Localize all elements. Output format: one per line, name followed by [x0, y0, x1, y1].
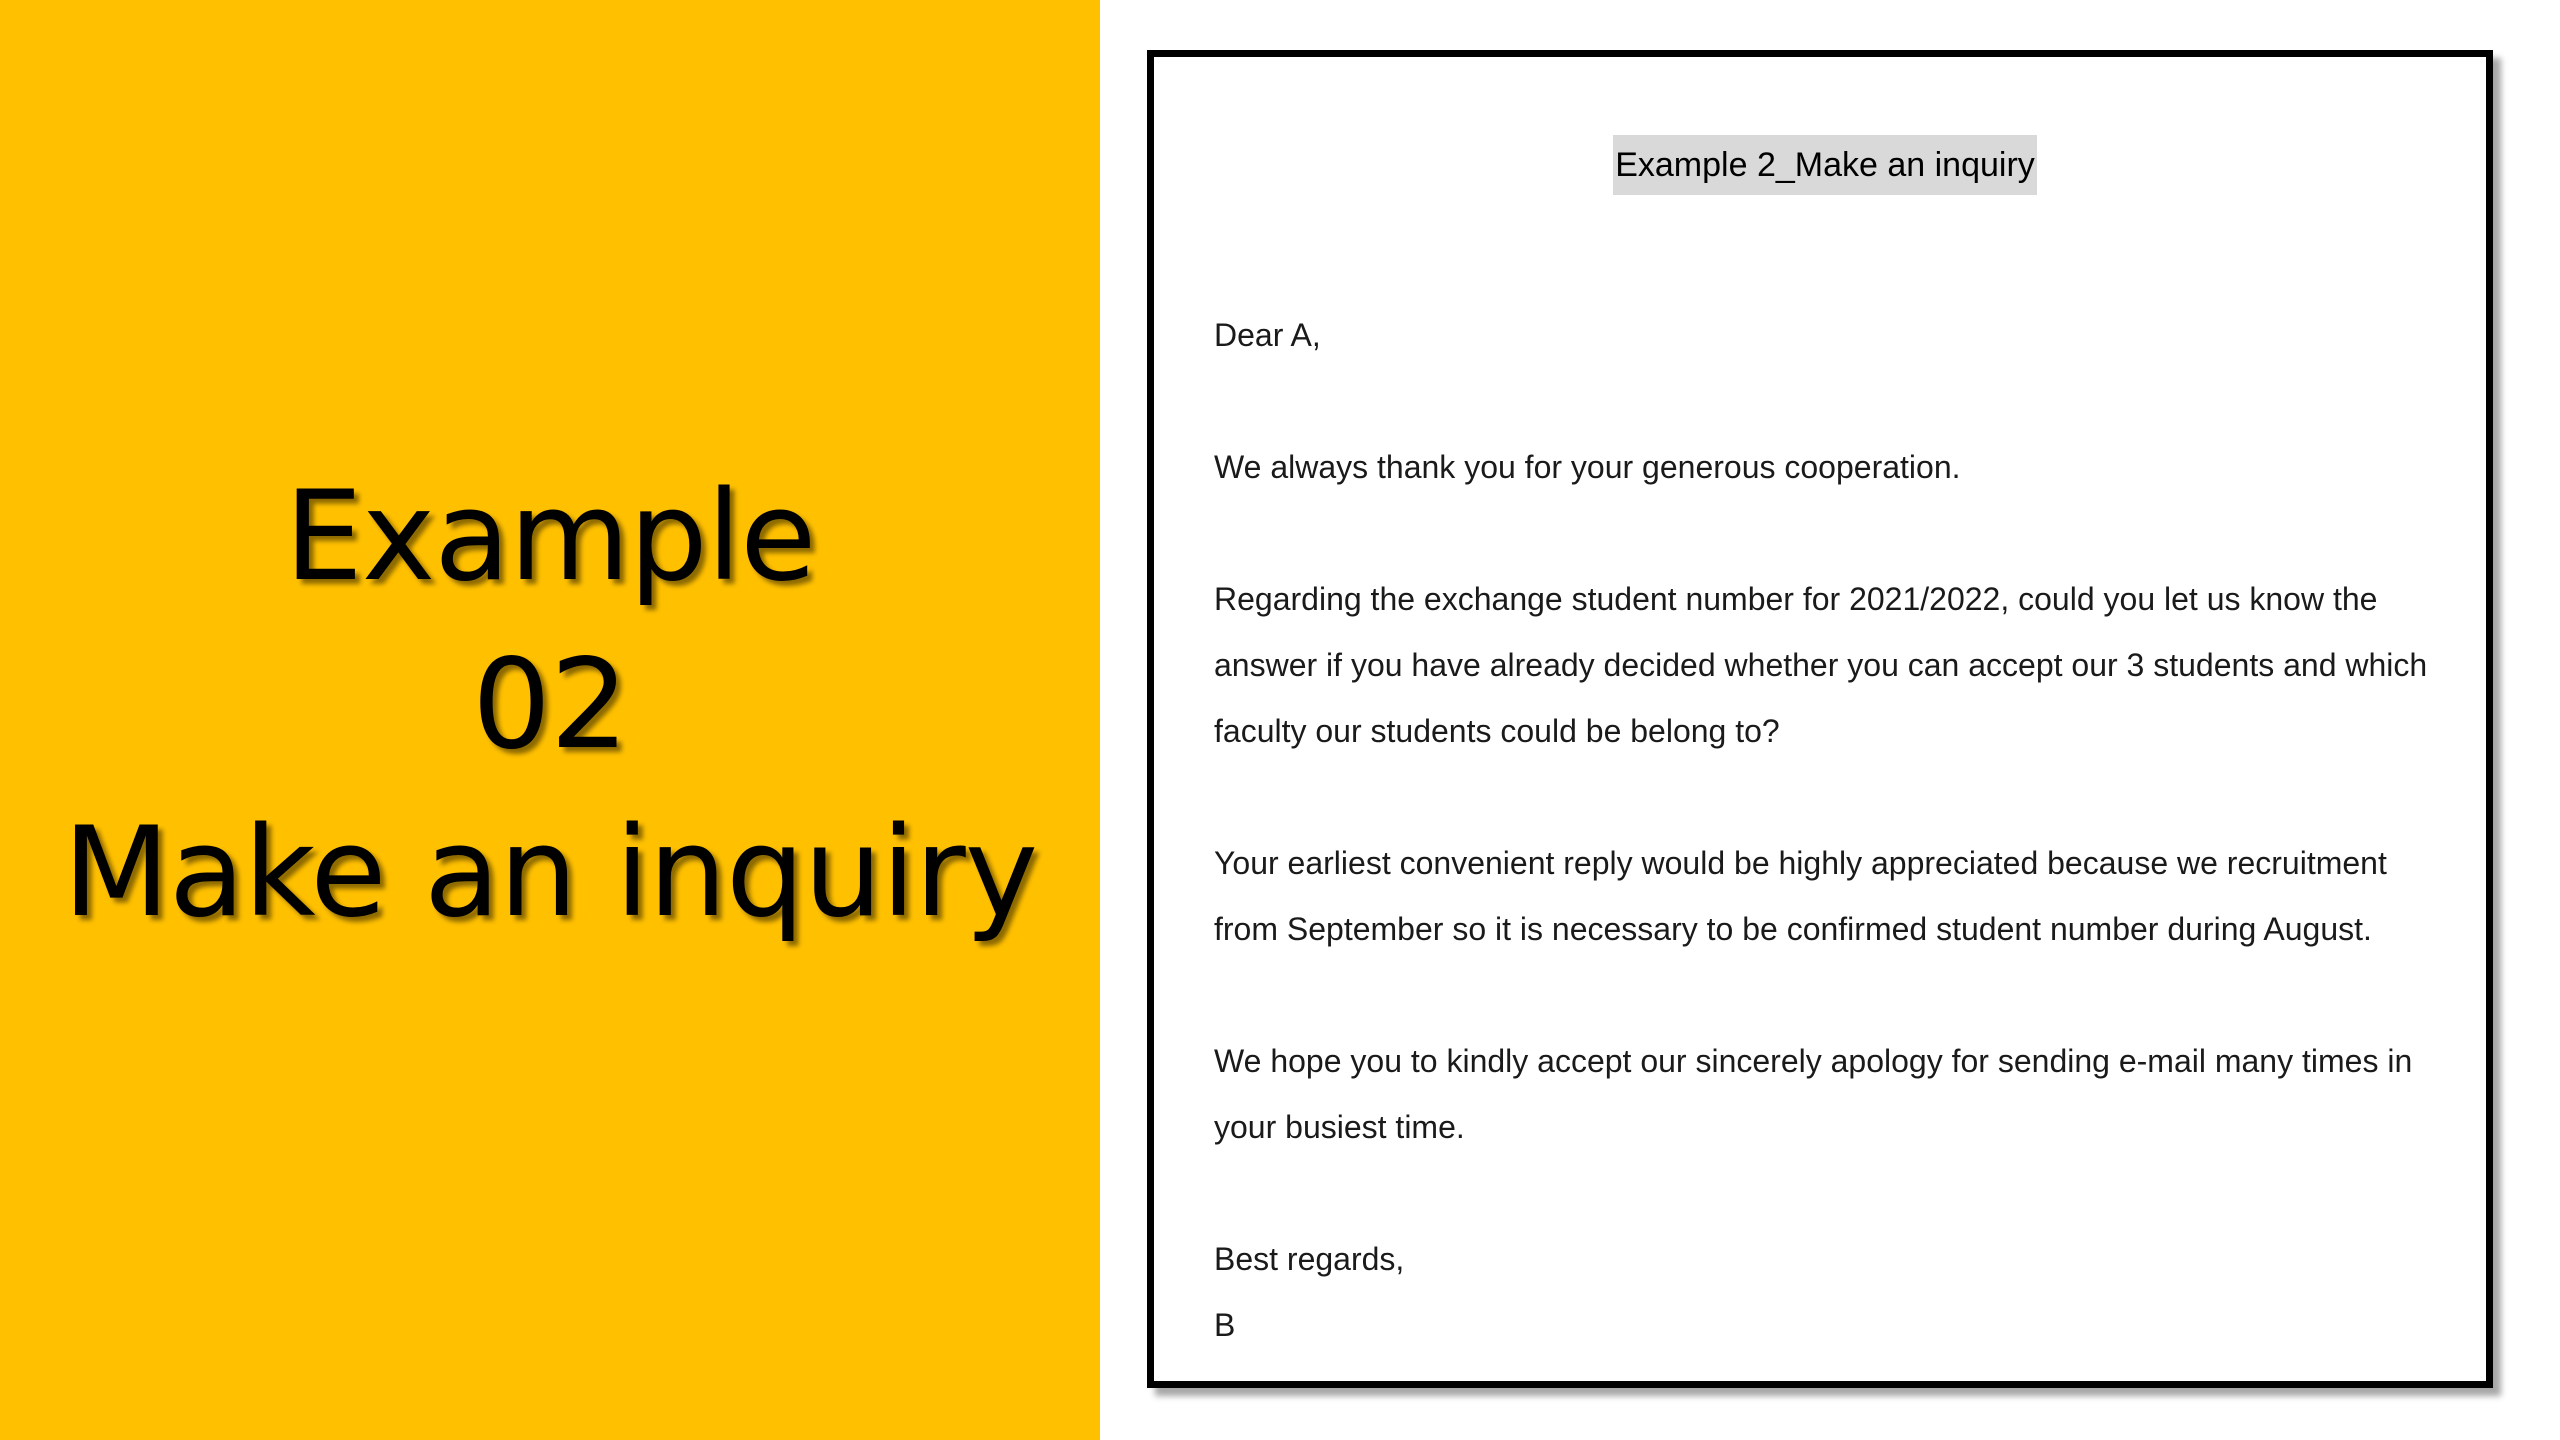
title-panel: [0, 0, 1100, 1440]
letter-paragraph: Your earliest convenient reply would be highly appreciated because we recruitment from September so it is necessary to be confirmed student number during August.: [1214, 845, 2387, 947]
letter-paragraph: We hope you to kindly accept our sincerely apology for sending e-mail many times in your busiest time.: [1214, 1043, 2413, 1145]
slide-title: [63, 453, 1037, 957]
letter-signature: B: [1214, 1307, 1236, 1343]
document-content: [1214, 57, 2436, 1381]
letter-paragraph: We always thank you for your generous cooperation.: [1214, 449, 1961, 485]
letter-greeting: Dear A,: [1214, 317, 1321, 353]
letter-paragraph: Regarding the exchange student number for 2021/2022, could you let us know the answer if you have already decided whether you can accept our 3 students and which faculty our students could be belong to?: [1214, 581, 2428, 749]
letter-sign-off: Best regards,: [1214, 1241, 1405, 1277]
title-line-example: Example: [284, 465, 816, 609]
document-frame: [1147, 50, 2493, 1388]
letter-body: [1214, 302, 2436, 1358]
title-line-number: 02: [472, 633, 628, 777]
document-heading-text: Example 2_Make an inquiry: [1613, 135, 2037, 195]
title-line-topic: Make an inquiry: [62, 801, 1038, 945]
document-heading: [1214, 135, 2436, 195]
